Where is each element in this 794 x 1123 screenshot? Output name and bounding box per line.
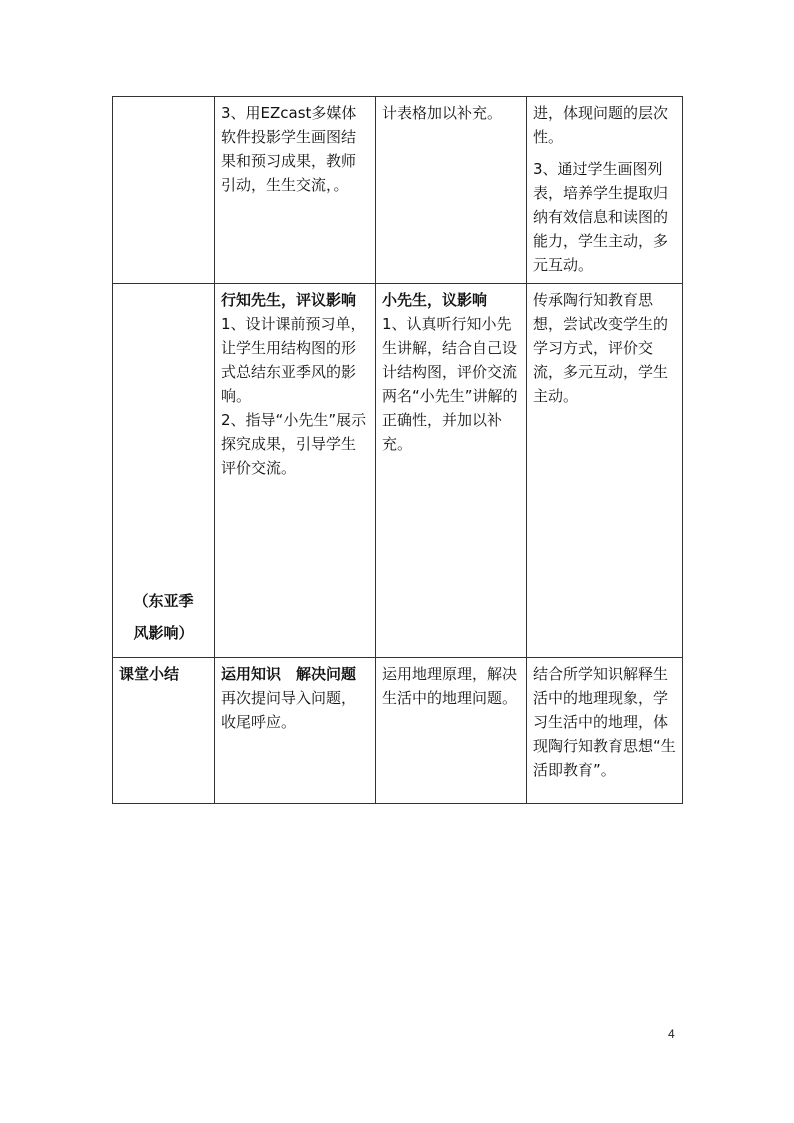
stage-label: 课堂小结	[119, 665, 180, 683]
teacher-activity-heading: 运用知识 解决问题	[221, 665, 357, 683]
student-activity-text: 1、认真听行知小先生讲解，结合自己设计结构图，评价交流两名“小先生”讲解的正确性，并加以补充。	[382, 315, 518, 453]
lesson-plan-table	[112, 96, 683, 804]
teacher-activity-text: 3、用EZcast多媒体软件投影学生画图结果和预习成果，教师引动，生生交流，。	[221, 104, 357, 194]
student-activity-text: 运用地理原理，解决生活中的地理问题。	[382, 665, 518, 707]
student-activity-cell	[376, 97, 527, 284]
design-intent-text: 3、通过学生画图列表，培养学生提取归纳有效信息和读图的能力，学生主动，多元互动。	[533, 160, 669, 274]
page-number: 4	[668, 1027, 675, 1041]
teacher-activity-text: 再次提问导入问题，收尾呼应。	[221, 689, 357, 731]
teacher-activity-text: 1、设计课前预习单，让学生用结构图的形式总结东亚季风的影响。	[221, 315, 366, 405]
student-activity-cell	[376, 658, 527, 804]
student-activity-heading: 小先生，议影响	[382, 291, 488, 309]
stage-cell	[113, 97, 215, 284]
teacher-activity-heading: 行知先生，评议影响	[221, 291, 357, 309]
stage-label: （东亚季 风影响）	[133, 592, 194, 642]
stage-cell	[113, 284, 215, 658]
teacher-activity-cell	[215, 658, 376, 804]
stage-cell	[113, 658, 215, 804]
student-activity-text: 计表格加以补充。	[382, 104, 503, 122]
design-intent-cell	[527, 658, 683, 804]
design-intent-cell	[527, 284, 683, 658]
table-row	[113, 658, 683, 804]
student-activity-cell	[376, 284, 527, 658]
design-intent-text: 传承陶行知教育思想，尝试改变学生的学习方式，评价交流，多元互动，学生主动。	[533, 291, 669, 405]
table-row	[113, 97, 683, 284]
design-intent-text: 结合所学知识解释生活中的地理现象，学习生活中的地理，体现陶行知教育思想“生活即教育”。	[533, 665, 676, 779]
teacher-activity-cell	[215, 97, 376, 284]
teacher-activity-text: 2、指导“小先生”展示探究成果，引导学生评价交流。	[221, 411, 367, 477]
design-intent-cell	[527, 97, 683, 284]
teacher-activity-cell	[215, 284, 376, 658]
design-intent-text: 进，体现问题的层次性。	[533, 104, 669, 146]
table-row	[113, 284, 683, 658]
